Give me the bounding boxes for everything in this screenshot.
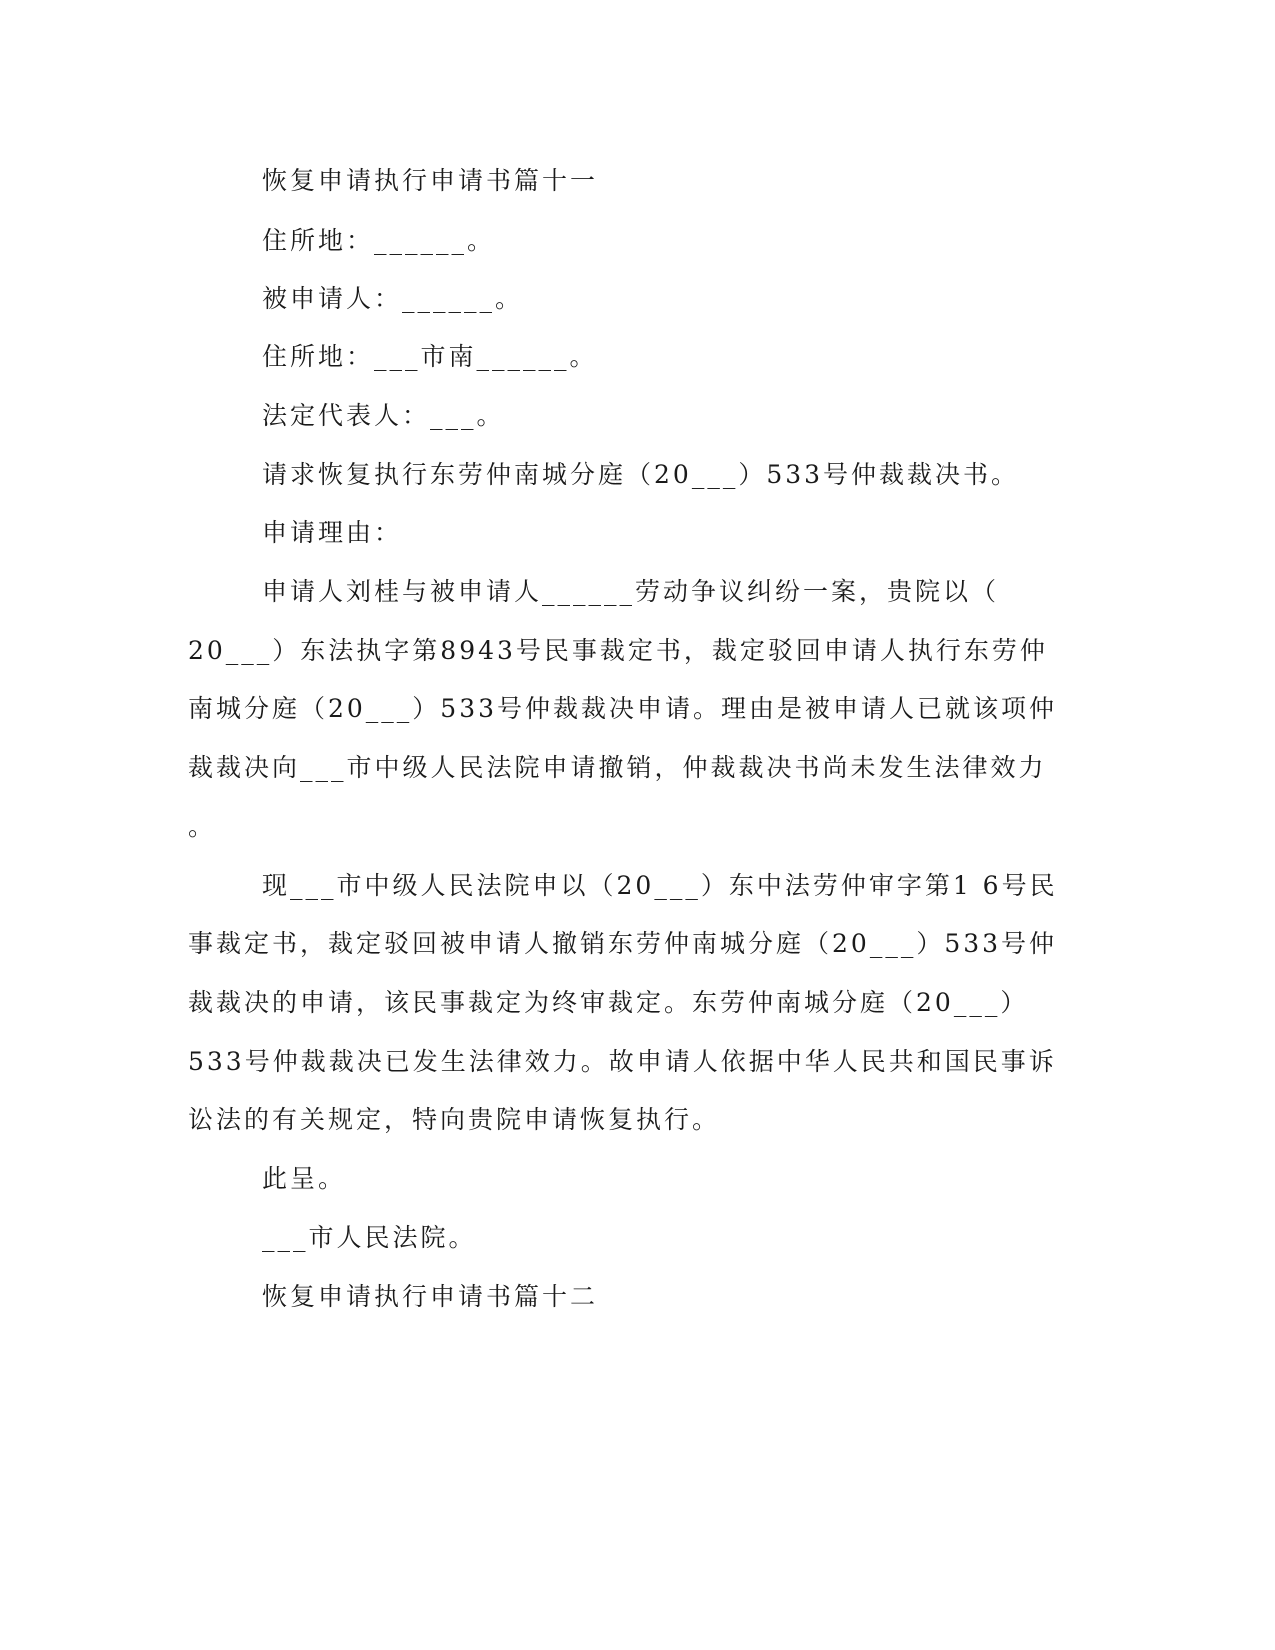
paragraph-2-line-5: 讼法的有关规定，特向贵院申请恢复执行。 xyxy=(188,1105,721,1134)
paragraph-1-line-2: 20___）东法执字第8943号民事裁定书，裁定驳回申请人执行东劳仲 xyxy=(188,636,1048,665)
paragraph-1-line-5: 。 xyxy=(188,812,217,841)
reason-label: 申请理由： xyxy=(262,518,403,547)
court-line: ___市人民法院。 xyxy=(262,1223,477,1252)
section-heading-12: 恢复申请执行申请书篇十二 xyxy=(262,1282,599,1311)
paragraph-2-line-4: 533号仲裁裁决已发生法律效力。故申请人依据中华人民共和国民事诉 xyxy=(188,1047,1057,1076)
legal-representative-line: 法定代表人：___。 xyxy=(262,401,505,430)
paragraph-1-line-3: 南城分庭（20___）533号仲裁裁决申请。理由是被申请人已就该项仲 xyxy=(188,694,1058,723)
closing-line: 此呈。 xyxy=(262,1164,347,1193)
paragraph-1-line-1: 申请人刘桂与被申请人______劳动争议纠纷一案，贵院以（ xyxy=(262,577,1000,606)
paragraph-1-line-4: 裁裁决向___市中级人民法院申请撤销，仲裁裁决书尚未发生法律效力 xyxy=(188,753,1047,782)
paragraph-2-line-3: 裁裁决的申请，该民事裁定为终审裁定。东劳仲南城分庭（20___） xyxy=(188,988,1029,1017)
paragraph-2-line-2: 事裁定书，裁定驳回被申请人撤销东劳仲南城分庭（20___）533号仲 xyxy=(188,929,1058,958)
section-heading-11: 恢复申请执行申请书篇十一 xyxy=(262,166,599,195)
residence-line-2: 住所地：___市南______。 xyxy=(262,342,598,371)
residence-line-1: 住所地：______。 xyxy=(262,226,496,255)
request-line: 请求恢复执行东劳仲南城分庭（20___）533号仲裁裁决书。 xyxy=(262,460,1020,489)
paragraph-2-line-1: 现___市中级人民法院申以（20___）东中法劳仲审字第1 6号民 xyxy=(262,871,1058,900)
respondent-line: 被申请人：______。 xyxy=(262,284,524,313)
